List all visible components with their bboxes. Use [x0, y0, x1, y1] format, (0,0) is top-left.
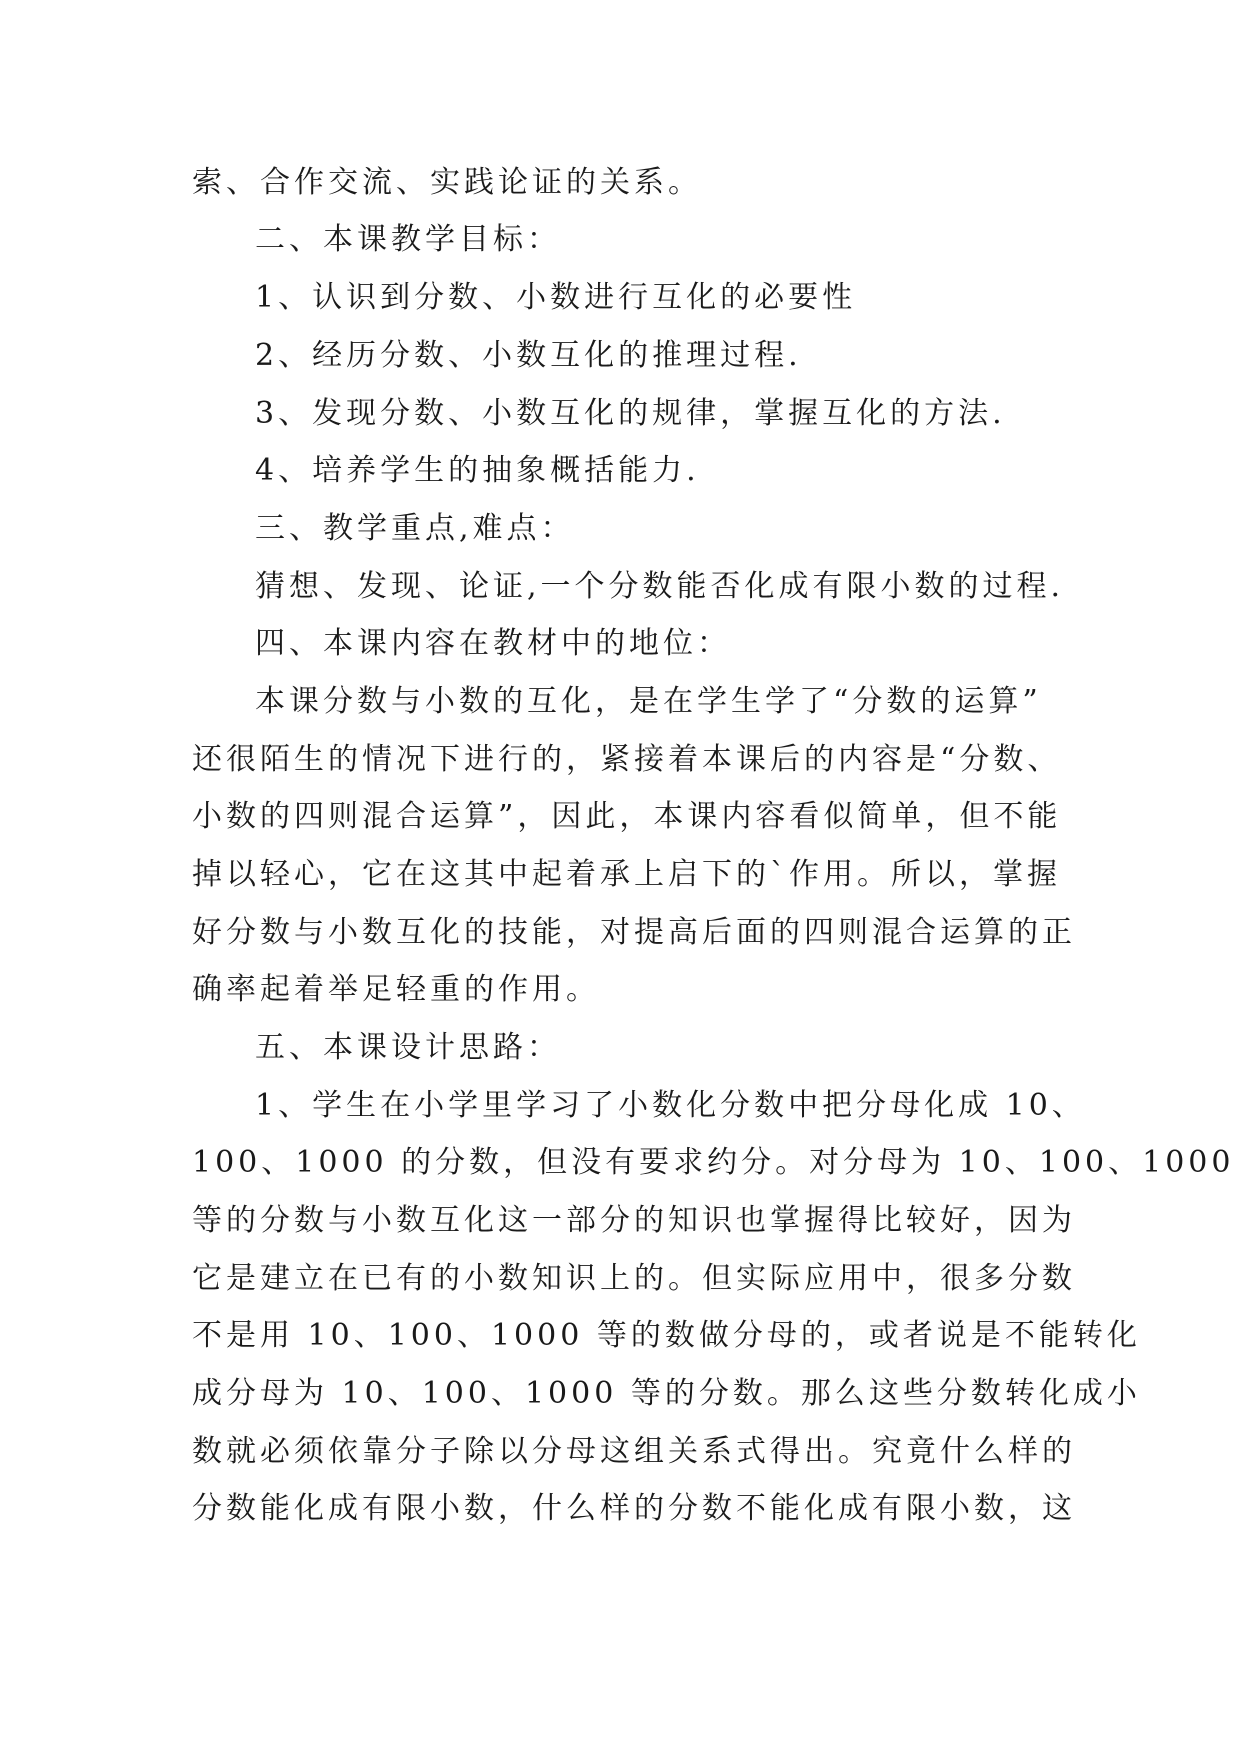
section-heading: 二、本课教学目标： [255, 222, 561, 257]
section-heading: 四、本课内容在教材中的地位： [255, 626, 731, 661]
paragraph-line: 好分数与小数互化的技能，对提高后面的四则混合运算的正 [192, 915, 1076, 950]
paragraph-line: 不是用 10、100、1000 等的数做分母的，或者说是不能转化 [192, 1318, 1141, 1353]
paragraph-line: 本课分数与小数的互化，是在学生学了“分数的运算” [255, 684, 1042, 719]
paragraph-line: 还很陌生的情况下进行的，紧接着本课后的内容是“分数、 [192, 742, 1062, 777]
paragraph-line: 100、1000 的分数，但没有要求约分。对分母为 10、100、1000 [192, 1145, 1235, 1180]
paragraph-line: 分数能化成有限小数，什么样的分数不能化成有限小数，这 [192, 1491, 1076, 1526]
paragraph-line: 1、学生在小学里学习了小数化分数中把分母化成 10、 [255, 1088, 1086, 1123]
paragraph-line: 索、合作交流、实践论证的关系。 [192, 165, 702, 200]
paragraph-line: 确率起着举足轻重的作用。 [192, 972, 600, 1007]
paragraph-line: 数就必须依靠分子除以分母这组关系式得出。究竟什么样的 [192, 1434, 1076, 1469]
paragraph-line: 它是建立在已有的小数知识上的。但实际应用中，很多分数 [192, 1261, 1076, 1296]
paragraph-line: 等的分数与小数互化这一部分的知识也掌握得比较好，因为 [192, 1203, 1076, 1238]
list-item: 2、经历分数、小数互化的推理过程. [255, 338, 802, 373]
paragraph-line: 成分母为 10、100、1000 等的分数。那么这些分数转化成小 [192, 1376, 1141, 1411]
paragraph-line: 猜想、发现、论证,一个分数能否化成有限小数的过程. [255, 569, 1065, 604]
paragraph-line: 掉以轻心，它在这其中起着承上启下的`作用。所以，掌握 [192, 857, 1061, 892]
list-item: 1、认识到分数、小数进行互化的必要性 [255, 280, 857, 315]
section-heading: 三、教学重点,难点： [255, 511, 575, 546]
list-item: 3、发现分数、小数互化的规律，掌握互化的方法. [255, 396, 1006, 431]
paragraph-line: 小数的四则混合运算”，因此，本课内容看似简单，但不能 [192, 799, 1062, 834]
list-item: 4、培养学生的抽象概括能力. [255, 453, 700, 488]
section-heading: 五、本课设计思路： [255, 1030, 561, 1065]
